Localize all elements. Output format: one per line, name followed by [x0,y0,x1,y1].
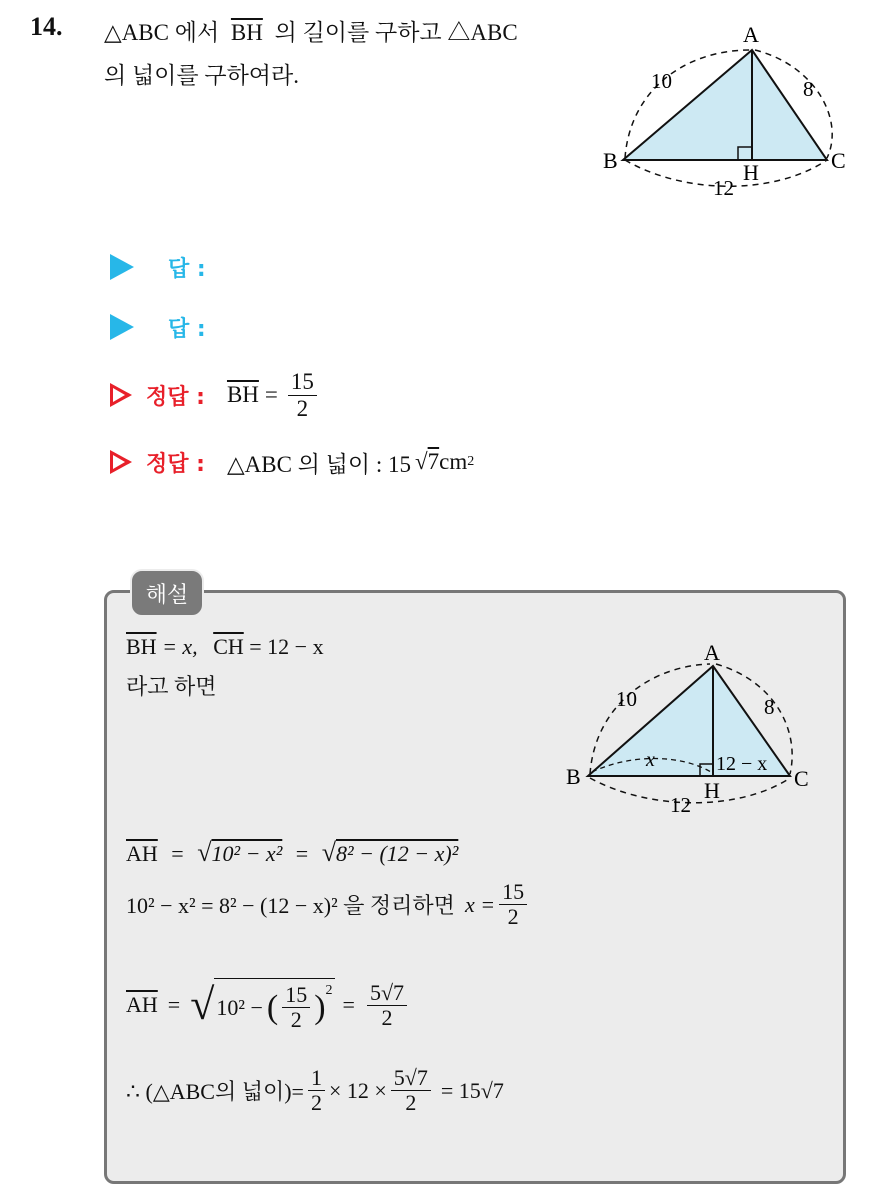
numerator: 5√7 [367,981,407,1006]
correct-label: 정답 : [146,384,205,410]
equals-sign: = [342,992,355,1018]
denominator: 2 [507,904,519,930]
equals-sign: = [295,841,309,866]
numerator: 15 [499,880,527,905]
label-c: C [831,148,846,173]
numerator: 1 [308,1066,325,1091]
numerator: 15 [288,369,317,395]
eq-var: x = [464,891,496,917]
equals-sign: = [167,992,181,1018]
segment-bh: $\overline{BH}$ [126,634,157,659]
triangle-abc [623,50,827,160]
solution-equation-1: $\overline{AH} = √10^2 - x^2 = √8^2 - (12 - x)^2$ [126,838,459,867]
correct-answer-1 [110,370,321,420]
denominator: 2 [310,1090,322,1116]
denominator: 2 [290,1007,302,1033]
solution-tag: 해설 [130,569,204,617]
solution-line-2: 라고 하면 [126,674,217,699]
question-text-pre: △ABC 에서 [104,20,220,45]
label-a: A [743,22,759,47]
play-icon [110,314,134,340]
solution-equation-2 [126,880,531,929]
label-side-bc: 12 [670,793,691,817]
radicand-box: 10² − ( $\frac{15}{2}$ ) $^2$ [214,978,334,1032]
label-c: C [794,766,809,791]
fraction [288,369,317,421]
eq-text: = 12 − x [249,634,324,659]
triangle-figure [595,20,865,205]
correct-label: 정답 : [146,451,205,477]
equals-sign: = [264,382,278,407]
eq-result: = 15√7 [440,1077,504,1103]
fraction [308,1066,325,1115]
label-side-ab: 10 [651,69,672,93]
radicand: 7 [427,449,440,474]
exponent: 2 [325,983,333,998]
solution-line-1 [126,634,324,660]
segment-ah: $\overline{AH}$ [126,841,158,866]
answer-label: 답 : [168,256,206,282]
answer-label: 답 : [168,316,206,342]
solution-equation-3: $\overline{AH}$ = √ 10² − ( $\frac{15}{2}$ ) $^2$ = $\frac{5√7}{2}$ [126,978,411,1032]
outline-play-icon [110,383,132,407]
radicand: 8² − (12 − x)² [336,841,459,866]
label-side-ac: 8 [803,77,814,101]
fraction [499,880,527,929]
radicand-pre: 10² − [216,994,263,1020]
eq-text: × 12 × [328,1077,387,1103]
numerator: 5√7 [391,1066,431,1091]
answer2-text: △ABC 의 넓이 : 15 [226,451,411,477]
label-side-ac: 8 [764,695,775,719]
label-h: H [743,160,759,185]
correct-answer-2: 정답 : △ABC 의 넓이 : 15 √ 7 cm 2 [110,442,474,482]
label-side-bc: 12 [713,176,734,200]
denominator: 2 [405,1090,417,1116]
unit-exponent: 2 [467,454,475,469]
fraction [282,983,310,1032]
segment-bh: $\overline{BH}$ [230,20,263,45]
question-line-2: 의 넓이를 구하여라. [104,63,299,88]
label-b: B [603,148,618,173]
label-h: H [704,778,720,803]
eq-text: 10² − x² = 8² − (12 − x)² 을 정리하면 [126,893,455,919]
radicand: 10² − x² [211,841,283,866]
solution-triangle-figure [560,636,830,821]
fraction [391,1066,431,1115]
label-seg-bh: x [646,749,655,771]
play-icon [110,254,134,280]
label-side-ab: 10 [616,687,637,711]
eq-text: ∴ (△ABC의 넓이)= [126,1079,304,1105]
numerator: 15 [282,983,310,1008]
fraction [367,981,407,1030]
equals-sign: = [171,841,184,866]
unit: cm [439,449,468,474]
question-text-post: 의 길이를 구하고 △ABC [274,20,518,45]
segment-ch: $\overline{CH}$ [213,634,244,659]
label-b: B [566,764,581,789]
label-a: A [704,640,720,665]
label-seg-hc: 12 − x [716,753,768,775]
denominator: 2 [296,395,309,421]
outline-play-icon [110,450,132,474]
answer-blank-1 [110,247,206,287]
solution-equation-4 [126,1066,504,1115]
question-line-1 [104,14,518,47]
segment-ah: $\overline{AH}$ [126,992,158,1018]
eq-text: = x, [162,634,198,659]
question-number: 14. [30,12,63,41]
answer-blank-2 [110,307,206,347]
denominator: 2 [381,1004,393,1030]
segment-bh: $\overline{BH}$ [226,382,259,407]
